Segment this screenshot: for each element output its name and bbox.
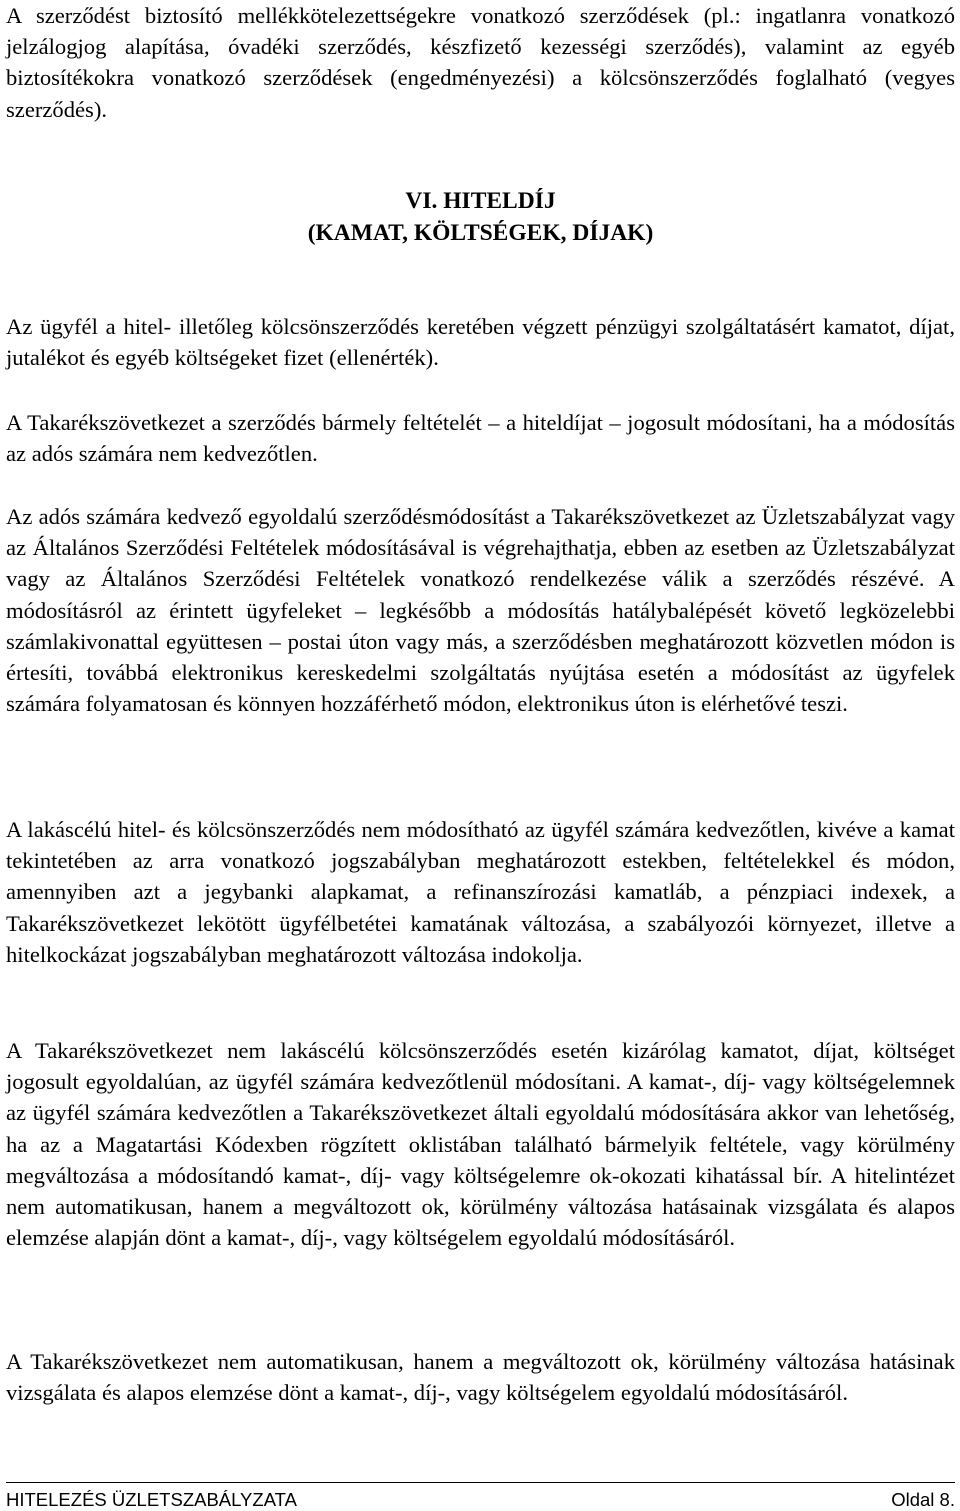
document-page: [6, 0, 955, 1511]
footer-divider: [6, 1482, 955, 1483]
paragraph-analysis: A Takarékszövetkezet nem automatikusan, hanem a megváltozott ok, körülmény változása hatásinak vizsgálata és alapos elemzése dönt a kamat-, díj-, vagy költségelem egyoldalú módosításáról.: [6, 1349, 955, 1406]
paragraph-housing-loan: A lakáscélú hitel- és kölcsönszerződés nem módosítható az ügyfél számára kedvezőtlen, kivéve a kamat tekintetében az arra vonatkozó jogszabályban meghatározott estekben, feltételekkel és módon, amennyiben azt a jegybanki alapkamat, a refinanszírozási kamatláb, a pénzpiaci indexek, a Takarékszövetkezet lekötött ügyfélbetétei kamatának változása, a szabályozói környezet, illetve a hitelkockázat jogszabályban meghatározott változása indokolja.: [6, 817, 955, 967]
paragraph-modification-right: A Takarékszövetkezet a szerződés bármely feltételét – a hiteldíjat – jogosult módosítani, ha a módosítás az adós számára nem kedvezőtlen.: [6, 410, 955, 467]
paragraph-fee-definition: Az ügyfél a hitel- illetőleg kölcsönszerződés keretében végzett pénzügyi szolgáltatásért kamatot, díjat, jutalékot és egyéb költségeket fizet (ellenérték).: [6, 314, 955, 371]
intro-paragraph: A szerződést biztosító mellékkötelezettségekre vonatkozó szerződések (pl.: ingatlanra vonatkozó jelzálogjog alapítása, óvadéki szerződés, készfizető kezességi szerződés), valamint az egyéb biztosítékokra vonatkozó szerződések (engedményezési) a kölcsönszerződés foglalható (vegyes szerződés).: [6, 3, 955, 122]
paragraph-non-housing-loan: A Takarékszövetkezet nem lakáscélú kölcsönszerződés esetén kizárólag kamatot, díjat, költséget jogosult egyoldalúan, az ügyfél számára kedvezőtlenül módosítani. A kamat-, díj- vagy költségelemnek az ügyfél számára kedvezőtlen a Takarékszövetkezet általi egyoldalú módosítására akkor van lehetőség, ha az a Magatartási Kódexben rögzített oklistában található bármelyik feltétele, vagy körülmény megváltozása a módosítandó kamat-, díj- vagy költségelemre ok-okozati kihatással bír. A hitelintézet nem automatikusan, hanem a megváltozott ok, körülmény változása hatásainak vizsgálata és alapos elemzése alapján dönt a kamat-, díj-, vagy költségelem egyoldalú módosításáról.: [6, 1038, 955, 1251]
page-footer: [6, 1489, 955, 1511]
paragraph-favourable-modification: Az adós számára kedvező egyoldalú szerződésmódosítást a Takarékszövetkezet az Üzletszabályzat vagy az Általános Szerződési Feltételek módosításával is végrehajthatja, ebben az esetben az Üzletszabályzat vagy az Általános Szerződési Feltételek vonatkozó rendelkezése válik a szerződés részévé. A módosításról az érintett ügyfeleket – legkésőbb a módosítás hatálybalépését követő legközelebbi számlakivonattal együttesen – postai úton vagy más, a szerződésben meghatározott közvetlen módon is értesíti, továbbá elektronikus kereskedelmi szolgáltatás nyújtása esetén a módosítást az ügyfelek számára folyamatosan és könnyen hozzáférhető módon, elektronikus úton is elérhetővé teszi.: [6, 504, 955, 717]
section-subtitle: (KAMAT, KÖLTSÉGEK, DÍJAK): [307, 220, 654, 246]
footer-page-number: Oldal 8.: [891, 1489, 955, 1510]
section-title: VI. HITELDÍJ: [405, 188, 556, 214]
footer-document-title: HITELEZÉS ÜZLETSZABÁLYZATA: [6, 1489, 297, 1510]
section-heading: [6, 185, 955, 249]
